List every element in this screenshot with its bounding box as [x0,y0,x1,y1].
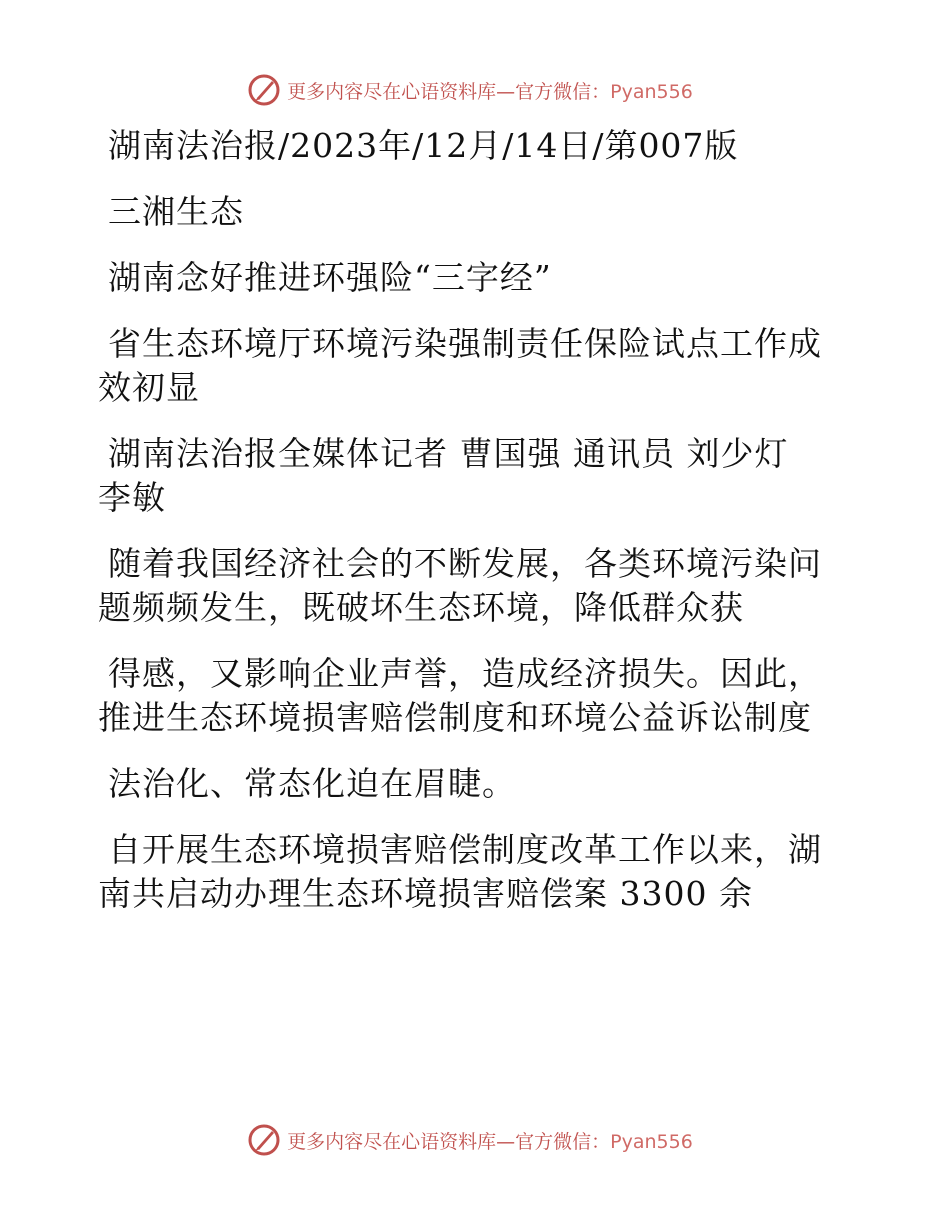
quill-seal-logo-icon [247,1123,281,1157]
headline: 湖南念好推进环强险“三字经” [108,258,552,297]
watermark-text: 更多内容尽在心语资料库—官方微信： [287,1130,611,1153]
subheadline-line: 效初显 [98,368,200,407]
paragraph [98,652,838,740]
watermark-account: Pyan556 [610,1130,693,1153]
quill-seal-logo-icon [247,73,281,107]
article-body [98,124,838,938]
byline-line: 李敏 [98,478,166,517]
paragraph-line: 得感，又影响企业声誉，造成经济损失。因此， [108,654,822,693]
paragraph-line: 法治化、常态化迫在眉睫。 [108,764,516,803]
source-line: 湖南法治报/2023年/12月/14日/第007版 [108,126,739,165]
paragraph-line: 题频频发生，既破坏生态环境，降低群众获 [98,588,744,627]
paragraph [98,762,838,806]
paragraph-line: 自开展生态环境损害赔偿制度改革工作以来，湖 [108,830,822,869]
subheadline-line: 省生态环境厅环境污染强制责任保险试点工作成 [108,324,822,363]
paragraph-line: 随着我国经济社会的不断发展，各类环境污染问 [108,544,822,583]
watermark-footer [0,1120,950,1160]
watermark-text: 更多内容尽在心语资料库—官方微信： [287,80,611,103]
byline [98,432,838,520]
paragraph [98,828,838,916]
watermark-header [0,70,950,110]
paragraph-line: 南共启动办理生态环境损害赔偿案 3300 余 [98,874,753,913]
watermark-account: Pyan556 [610,80,693,103]
column-name: 三湘生态 [108,192,244,231]
byline-line: 湖南法治报全媒体记者 曹国强 通讯员 刘少灯 [108,434,789,473]
paragraph [98,542,838,630]
subheadline [98,322,838,410]
paragraph-line: 推进生态环境损害赔偿制度和环境公益诉讼制度 [98,698,812,737]
